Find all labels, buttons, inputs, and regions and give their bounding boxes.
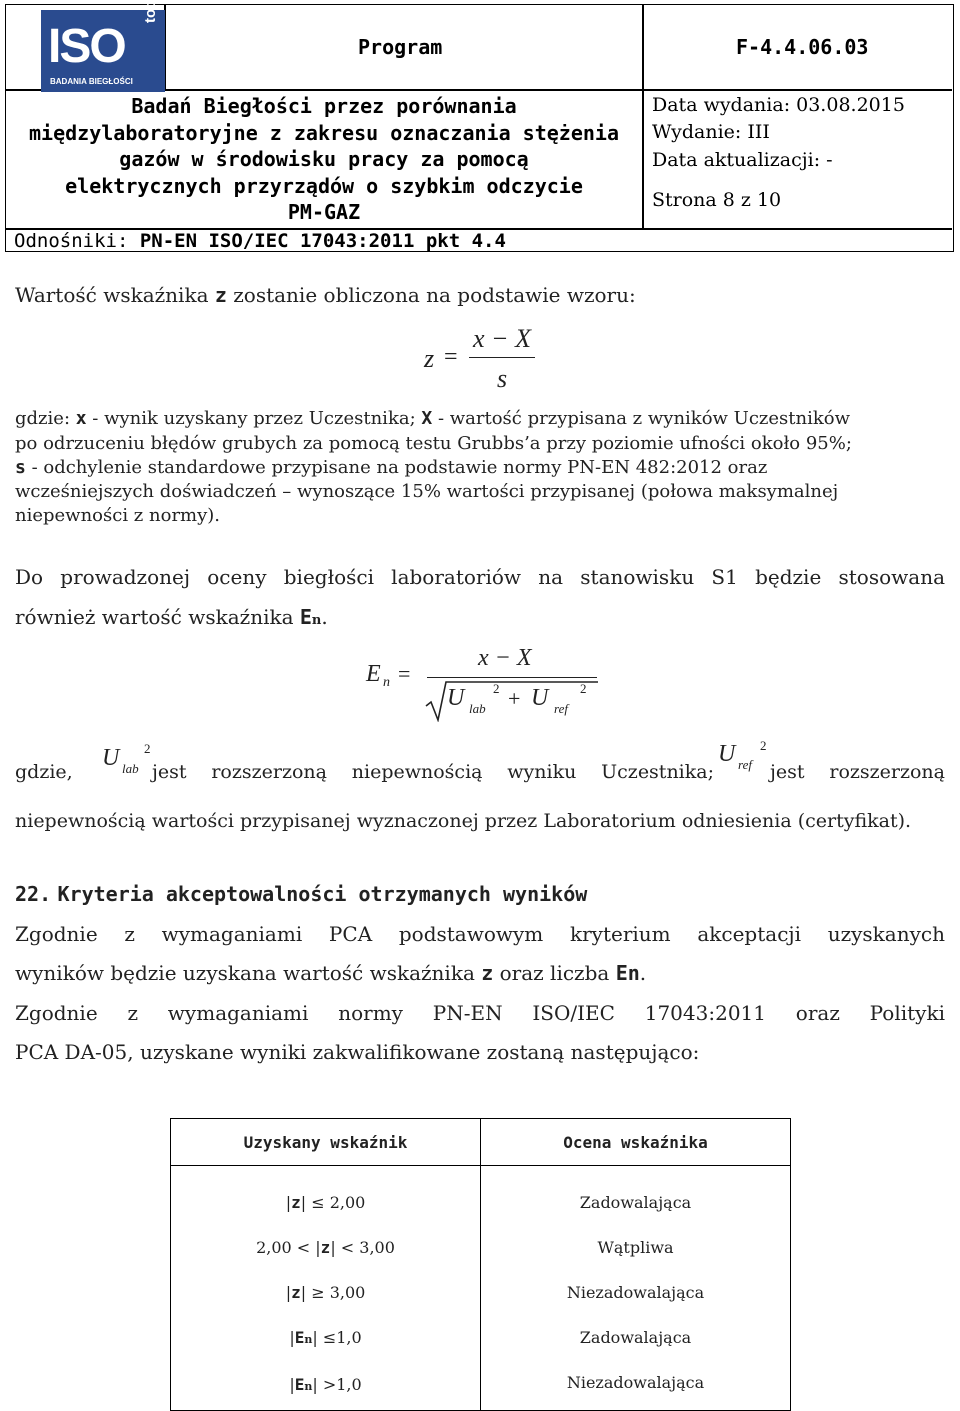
z-intro: Wartość wskaźnika z zostanie obliczona na podstawie wzoru: — [15, 283, 636, 307]
rating-value: Zadowalająca — [579, 1328, 692, 1347]
section-p2-line2: PCA DA-05, uzyskane wyniki zakwalifikowane zostaną następująco: — [15, 1040, 700, 1064]
isotop-logo: ISO top BADANIA BIEGŁOŚCI — [41, 10, 165, 92]
table-row: 2,00 < |z| < 3,00 — [256, 1238, 395, 1257]
table-row: |z| ≥ 3,00 — [285, 1283, 366, 1302]
issue-date: Data wydania: 03.08.2015 — [652, 94, 905, 116]
update-date: Data aktualizacji: - — [652, 149, 833, 171]
en-intro-line2: również wartość wskaźnika En. — [15, 605, 328, 629]
where-en-mid: jest rozszerzoną niepewnością wyniku Uczestnika; — [152, 761, 714, 783]
where-z-line3: s - odchylenie standardowe przypisane na podstawie normy PN-EN 482:2012 oraz — [15, 457, 768, 478]
rating-value: Zadowalająca — [579, 1193, 692, 1212]
program-label: Program — [358, 35, 443, 59]
table-row: |z| ≤ 2,00 — [285, 1193, 366, 1212]
rating-cells — [481, 1166, 791, 1411]
rating-value: Niezadowalająca — [566, 1373, 705, 1392]
formula-z-eq: = — [444, 344, 458, 370]
indicator-cells — [171, 1166, 481, 1411]
table-row: |En| >1,0 — [289, 1375, 362, 1394]
document-header — [5, 0, 954, 252]
section-p2-line1: Zgodnie z wymaganiami normy PN-EN ISO/IEC 17043:2011 oraz Polityki — [15, 1001, 945, 1025]
where-en-end: jest rozszerzoną — [770, 761, 945, 783]
document-code: F-4.4.06.03 — [736, 35, 869, 59]
en-intro-line1: Do prowadzonej oceny biegłości laboratoriów na stanowisku S1 będzie stosowana — [15, 565, 945, 589]
column-header: Ocena wskaźnika — [481, 1119, 791, 1166]
where-en-gdzie: gdzie, — [15, 761, 73, 783]
where-en-line2: niepewnością wartości przypisanej wyznaczonej przez Laboratorium odniesienia (certyfikat). — [15, 810, 912, 832]
page-number: Strona 8 z 10 — [652, 189, 782, 211]
formula-z-denominator: s — [496, 364, 508, 393]
where-z-line4: wcześniejszych doświadczeń – wynoszące 15% wartości przypisanej (połowa maksymalnej — [15, 481, 839, 502]
section-heading: 22. Kryteria akceptowalności otrzymanych wyników — [15, 882, 588, 906]
section-p1-line1: Zgodnie z wymaganiami PCA podstawowym kryterium akceptacji uzyskanych — [15, 922, 945, 946]
where-z-line1: gdzie: x - wynik uzyskany przez Uczestnika; X - wartość przypisana z wyników Uczestników — [15, 408, 851, 429]
table-row: |En| ≤1,0 — [289, 1328, 362, 1347]
references: Odnośniki: PN-EN ISO/IEC 17043:2011 pkt 4.4 — [14, 230, 506, 252]
rating-value: Niezadowalająca — [566, 1283, 705, 1302]
formula-z-fraction-bar — [469, 357, 535, 358]
formula-z-numerator: x − X — [473, 324, 531, 353]
section-p1-line2: wyników będzie uzyskana wartość wskaźnika z oraz liczba En. — [15, 961, 647, 985]
where-z-line2: po odrzuceniu błędów grubych za pomocą testu Grubbs’a przy poziomie ufności około 95%; — [15, 433, 852, 454]
edition: Wydanie: III — [652, 121, 770, 143]
table-header-row — [171, 1119, 791, 1166]
rating-value: Wątpliwa — [597, 1238, 674, 1257]
u-ref-symbol: U — [718, 741, 736, 767]
formula-z-lhs: z — [424, 344, 435, 373]
table-body-row — [171, 1166, 791, 1411]
u-lab-symbol: U — [102, 745, 120, 771]
document-title: Badań Biegłości przez porównania międzylaboratoryjne z zakresu oznaczania stężenia gazów w środowisku pracy za pomocą elektrycznych przyrządów o szybkim odczycie PM-GAZ — [28, 94, 619, 224]
where-z-line5: niepewności z normy). — [15, 505, 221, 526]
column-header: Uzyskany wskaźnik — [171, 1119, 481, 1166]
acceptance-criteria-table — [170, 1118, 791, 1411]
